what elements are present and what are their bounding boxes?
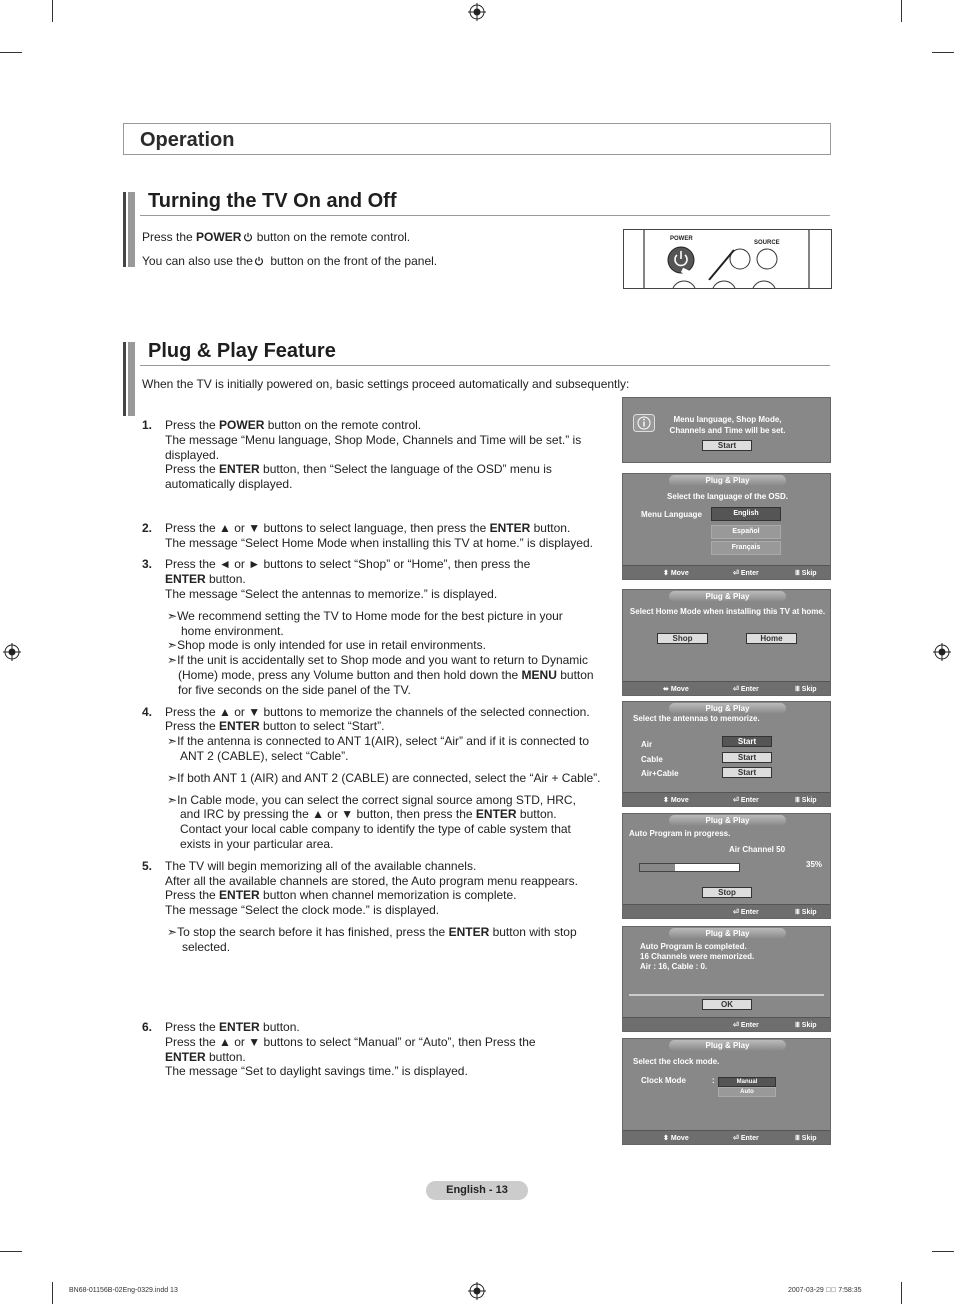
note-arrow-icon: ➣ (167, 793, 178, 807)
step-text: The TV will begin memorizing all of the available channels. (165, 859, 477, 873)
section-bar (123, 192, 135, 267)
enter-hint: ⏎ Enter (733, 1135, 759, 1142)
step-number: 4. (142, 705, 153, 719)
start-air-button[interactable]: Start (722, 736, 772, 747)
clock-option-manual[interactable]: Manual (718, 1077, 776, 1087)
step-text: Press the ENTER button. (165, 1020, 300, 1034)
osd-screen-intro (622, 397, 831, 463)
power-icon (243, 232, 253, 242)
note-arrow-icon: ➣ (167, 653, 178, 667)
menu-language-label: Menu Language (641, 510, 702, 519)
step-text: Press the ▲ or ▼ buttons to select language, then press the ENTER button. (165, 521, 571, 535)
stop-button[interactable]: Stop (702, 887, 752, 898)
osd-title: Plug & Play (669, 1040, 786, 1051)
osd-title: Plug & Play (669, 703, 786, 714)
note-text: exists in your particular area. (180, 837, 334, 851)
panel-instruction: You can also use the button on the front of the panel. (142, 254, 438, 268)
step-text: Press the ◄ or ► buttons to select “Shop” or “Home”, then press the (165, 557, 531, 571)
note-text: selected. (182, 940, 231, 954)
enter-hint: ⏎ Enter (733, 797, 759, 804)
skip-hint: Ⅲ Skip (795, 909, 817, 916)
osd-prompt: Select the antennas to memorize. (633, 714, 760, 723)
page-number: English - 13 (426, 1181, 528, 1200)
progress-percent: 35% (806, 860, 823, 869)
osd-help-bar (623, 1130, 830, 1144)
osd-screen-language (622, 473, 831, 580)
step-number: 2. (142, 521, 153, 535)
note-arrow-icon: ➣ (167, 638, 178, 652)
step-text: The message “Select the clock mode.” is displayed. (165, 903, 440, 917)
osd-title: Plug & Play (669, 928, 786, 939)
osd-screen-completed (622, 926, 831, 1032)
osd-screen-clock-mode (622, 1038, 831, 1145)
osd-help-bar (623, 904, 830, 918)
registration-mark-icon (3, 643, 21, 661)
note-arrow-icon: ➣ (167, 609, 178, 623)
step-text: Press the ENTER button to select “Start”. (165, 719, 385, 733)
channel-status: Air Channel 50 (729, 845, 786, 854)
language-option[interactable]: Français (711, 541, 781, 555)
progress-fill (640, 864, 675, 871)
osd-prompt: Select the clock mode. (633, 1057, 720, 1066)
note-text: Contact your local cable company to identify the type of cable system that (180, 822, 571, 836)
step-number: 6. (142, 1020, 153, 1034)
move-hint: ⬍ Move (663, 570, 689, 577)
osd-prompt: Select the language of the OSD. (667, 492, 788, 501)
osd-title: Plug & Play (669, 591, 786, 602)
move-hint: ⬌ Move (663, 686, 689, 693)
source-label: SOURCE (754, 240, 780, 246)
start-cable-button[interactable]: Start (722, 752, 772, 763)
crop-mark (52, 0, 53, 22)
power-label: POWER (670, 236, 693, 242)
enter-hint: ⏎ Enter (733, 570, 759, 577)
section-intro: When the TV is initially powered on, basic settings proceed automatically and subsequently: (142, 377, 630, 391)
section-underline (140, 215, 830, 216)
antenna-label-cable: Cable (641, 755, 663, 764)
enter-hint: ⏎ Enter (733, 1022, 759, 1029)
language-option[interactable]: Español (711, 525, 781, 539)
crop-mark (0, 1251, 22, 1252)
note-text: ➣In Cable mode, you can select the correct signal source among STD, HRC, (167, 793, 576, 807)
note-text: for five seconds on the side panel of the TV. (178, 683, 411, 697)
step-text: displayed. (165, 448, 220, 462)
power-icon (254, 256, 264, 266)
osd-title: Plug & Play (669, 815, 786, 826)
osd-help-bar (623, 681, 830, 695)
move-hint: ⬍ Move (663, 1135, 689, 1142)
step-text: Press the ENTER button, then “Select the language of the OSD” menu is (165, 462, 552, 476)
language-option[interactable]: English (711, 507, 781, 521)
section-title: Turning the TV On and Off (148, 190, 397, 212)
note-text: ➣Shop mode is only intended for use in retail environments. (167, 638, 486, 652)
antenna-label-air: Air (641, 740, 653, 749)
completion-message: Auto Program is completed. (640, 942, 747, 951)
ok-button[interactable]: OK (702, 999, 752, 1010)
section-bar (123, 342, 135, 416)
section-title: Plug & Play Feature (148, 340, 336, 362)
step-text: automatically displayed. (165, 477, 293, 491)
remote-illustration (623, 229, 832, 289)
print-date: 2007-03-29 ￿￿ 7:58:35 (788, 1287, 862, 1294)
osd-message: Menu language, Shop Mode, (673, 415, 782, 424)
registration-mark-icon (468, 1282, 486, 1300)
osd-screen-antennas (622, 701, 831, 807)
step-text: Press the ▲ or ▼ buttons to select “Manual” or “Auto”, then Press the (165, 1035, 536, 1049)
skip-hint: Ⅲ Skip (795, 570, 817, 577)
osd-help-bar (623, 1017, 830, 1031)
completion-message: Air : 16, Cable : 0. (640, 962, 708, 971)
shop-button[interactable]: Shop (657, 633, 708, 644)
progress-bar (639, 863, 740, 872)
crop-mark (932, 1251, 954, 1252)
note-text: ➣To stop the search before it has finished, press the ENTER button with stop (167, 925, 577, 939)
registration-mark-icon (933, 643, 951, 661)
step-text: ENTER button. (165, 572, 246, 586)
osd-prompt: Select Home Mode when installing this TV at home. (629, 607, 826, 616)
note-text: and IRC by pressing the ▲ or ▼ button, then press the ENTER button. (180, 807, 557, 821)
osd-help-bar (623, 792, 830, 806)
divider (629, 994, 824, 996)
step-text: The message “Set to daylight savings time.” is displayed. (165, 1064, 468, 1078)
start-air-cable-button[interactable]: Start (722, 767, 772, 778)
note-text: home environment. (181, 624, 284, 638)
step-number: 1. (142, 418, 153, 432)
enter-hint: ⏎ Enter (733, 686, 759, 693)
note-arrow-icon: ➣ (167, 734, 178, 748)
step-text: The message “Select Home Mode when installing this TV at home.” is displayed. (165, 536, 593, 550)
step-text: After all the available channels are stored, the Auto program menu reappears. (165, 874, 578, 888)
crop-mark (0, 52, 22, 53)
osd-prompt: Auto Program in progress. (629, 829, 731, 838)
step-text: Press the ▲ or ▼ buttons to memorize the channels of the selected connection. (165, 705, 590, 719)
crop-mark (901, 1282, 902, 1304)
colon: : (712, 1076, 715, 1085)
step-text: The message “Select the antennas to memorize.” is displayed. (165, 587, 498, 601)
crop-mark (52, 1282, 53, 1304)
chapter-title: Operation (140, 129, 235, 151)
file-info: BN68-01156B-02Eng-0329.indd 13 (69, 1287, 178, 1294)
section-underline (140, 365, 830, 366)
osd-help-bar (623, 565, 830, 579)
power-instruction: Press the POWER button on the remote control. (142, 230, 411, 244)
skip-hint: Ⅲ Skip (795, 686, 817, 693)
osd-screen-home-mode (622, 589, 831, 696)
osd-title: Plug & Play (669, 475, 786, 486)
antenna-label-air-cable: Air+Cable (641, 769, 679, 778)
crop-mark (901, 0, 902, 22)
note-text: ➣If both ANT 1 (AIR) and ANT 2 (CABLE) are connected, select the “Air + Cable”. (167, 771, 601, 785)
step-text: ENTER button. (165, 1050, 246, 1064)
completion-message: 16 Channels were memorized. (640, 952, 755, 961)
skip-hint: Ⅲ Skip (795, 797, 817, 804)
start-button[interactable]: Start (702, 440, 752, 451)
crop-mark (932, 52, 954, 53)
note-text: ANT 2 (CABLE), select “Cable”. (180, 749, 349, 763)
osd-screen-auto-program (622, 813, 831, 919)
home-button[interactable]: Home (746, 633, 797, 644)
skip-hint: Ⅲ Skip (795, 1135, 817, 1142)
chapter-header (123, 123, 831, 155)
move-hint: ⬍ Move (663, 797, 689, 804)
step-number: 5. (142, 859, 153, 873)
registration-mark-icon (468, 3, 486, 21)
note-arrow-icon: ➣ (167, 771, 178, 785)
osd-message: Channels and Time will be set. (669, 426, 786, 435)
clock-mode-label: Clock Mode (641, 1076, 686, 1085)
clock-option-auto[interactable]: Auto (718, 1087, 776, 1097)
step-text: The message “Menu language, Shop Mode, Channels and Time will be set.” is (165, 433, 582, 447)
remote-drawing (624, 230, 832, 289)
note-text: ➣If the unit is accidentally set to Shop mode and you want to return to Dynamic (167, 653, 588, 667)
note-text: ➣We recommend setting the TV to Home mode for the best picture in your (167, 609, 563, 623)
skip-hint: Ⅲ Skip (795, 1022, 817, 1029)
note-arrow-icon: ➣ (167, 925, 178, 939)
note-text: (Home) mode, press any Volume button and then hold down the MENU button (178, 668, 594, 682)
step-text: Press the POWER button on the remote control. (165, 418, 422, 432)
note-text: ➣If the antenna is connected to ANT 1(AIR), select “Air” and if it is connected to (167, 734, 590, 748)
enter-hint: ⏎ Enter (733, 909, 759, 916)
step-number: 3. (142, 557, 153, 571)
step-text: Press the ENTER button when channel memorization is complete. (165, 888, 517, 902)
